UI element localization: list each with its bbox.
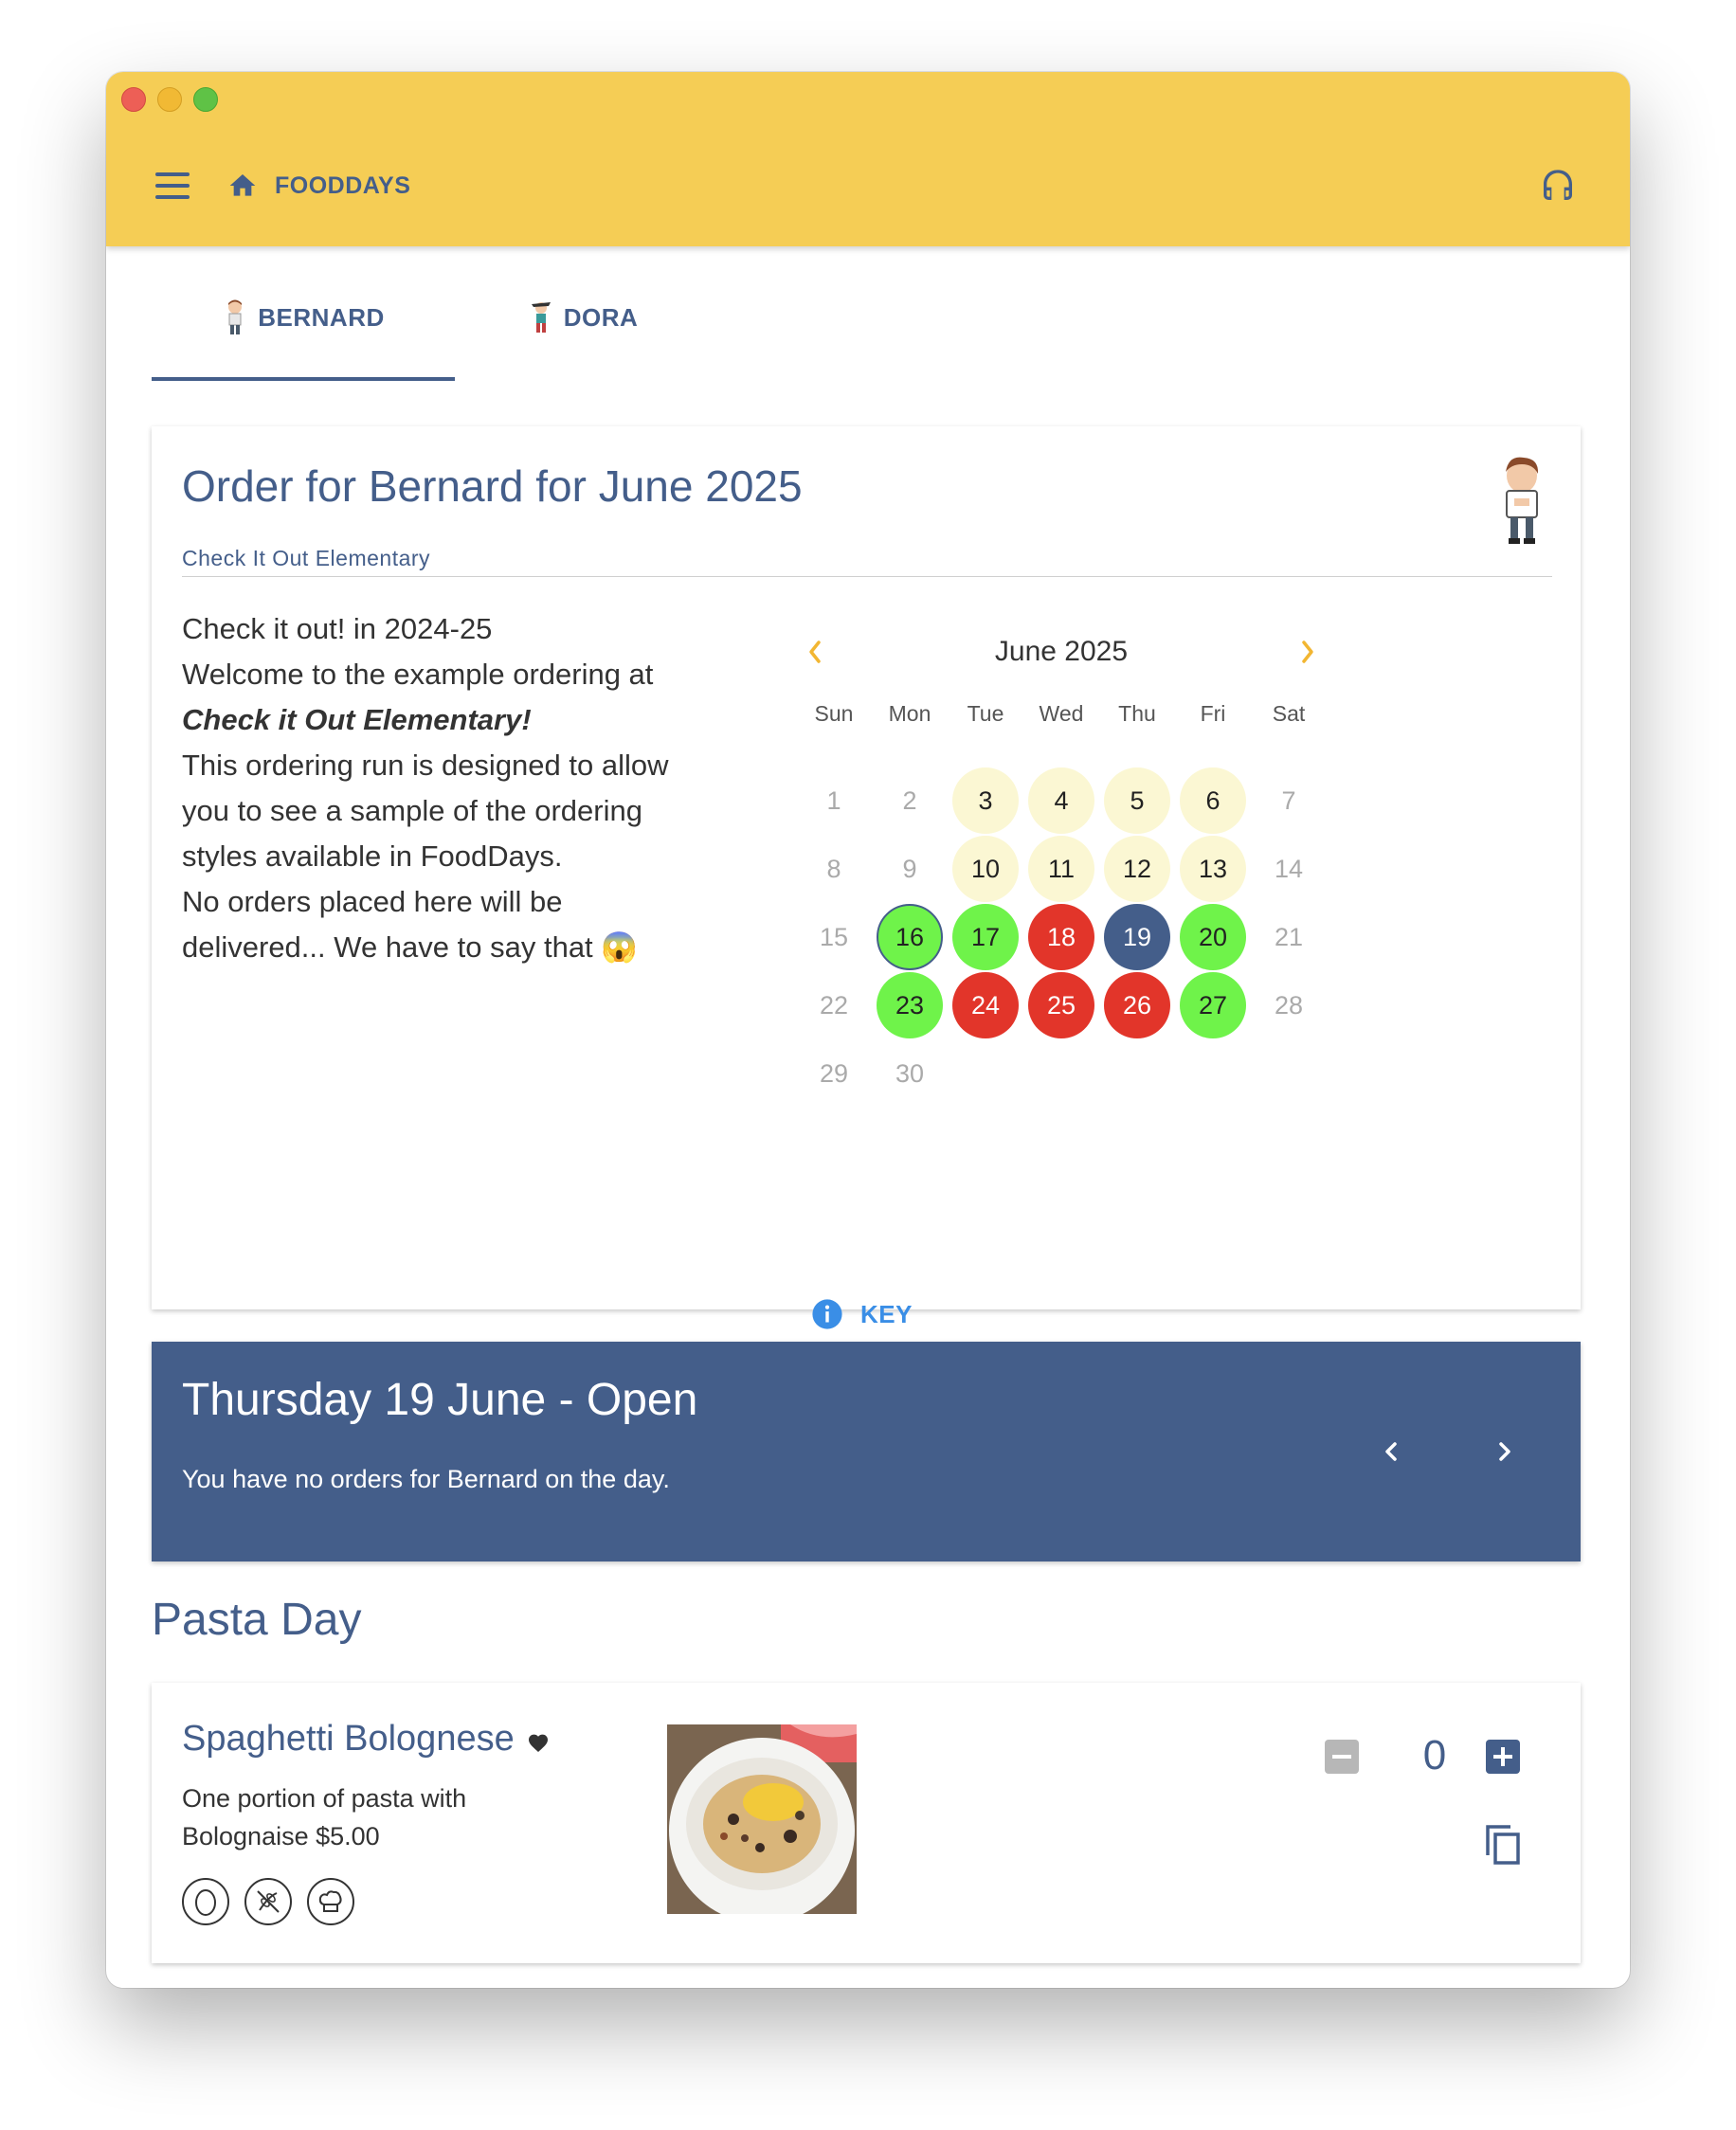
calendar-day[interactable]: 5 [1104, 767, 1170, 834]
weekday-label: Wed [1039, 701, 1084, 726]
calendar-header [796, 625, 1327, 678]
tab-bernard-label: BERNARD [258, 302, 385, 332]
calendar-day[interactable]: 12 [1104, 836, 1170, 902]
calendar-day: 14 [1274, 854, 1304, 883]
calendar-day[interactable]: 3 [952, 767, 1019, 834]
weekday-header-row [796, 701, 1327, 739]
calendar-key-button[interactable] [811, 1298, 913, 1330]
intro-line: Welcome to the example ordering at [182, 658, 654, 691]
intro-text [182, 606, 732, 970]
menu-item-card [152, 1683, 1581, 1963]
calendar-day[interactable]: 26 [1104, 972, 1170, 1038]
top-app-bar [106, 72, 1630, 246]
calendar-day[interactable]: 23 [877, 972, 943, 1038]
spaghetti-bolognese-photo [667, 1724, 857, 1914]
selected-day-title: Thursday 19 June - Open [182, 1375, 698, 1425]
intro-line: you to see a sample of the ordering [182, 794, 642, 827]
weekday-label: Fri [1200, 701, 1226, 726]
weekday-label: Sat [1272, 701, 1306, 726]
bernard-character-icon [222, 298, 248, 336]
dora-character-icon [528, 298, 554, 336]
calendar-day: 22 [819, 990, 849, 1020]
app-window [106, 72, 1630, 1988]
calendar-day: 2 [902, 785, 917, 815]
hamburger-menu-icon[interactable] [155, 172, 190, 199]
calendar-day: 29 [819, 1058, 849, 1088]
calendar-day: 21 [1274, 922, 1304, 951]
previous-day-icon[interactable] [1372, 1429, 1410, 1474]
egg-allergen-icon [182, 1878, 229, 1925]
intro-line: delivered... We have to say that 😱 [182, 930, 638, 964]
menu-section-title: Pasta Day [152, 1595, 362, 1645]
selected-day-panel [152, 1342, 1581, 1561]
calendar-day: 1 [826, 785, 841, 815]
calendar-day[interactable]: 19 [1104, 904, 1170, 970]
month-calendar [796, 625, 1327, 1088]
calendar-key-label: KEY [860, 1299, 913, 1328]
intro-line: This ordering run is designed to allow [182, 749, 669, 782]
headset-support-icon[interactable] [1539, 165, 1577, 207]
increase-quantity-button[interactable] [1486, 1740, 1520, 1774]
tab-bernard[interactable] [152, 275, 455, 360]
calendar-day: 9 [902, 854, 917, 883]
order-title: Order for Bernard for June 2025 [182, 461, 803, 511]
heart-icon[interactable] [527, 1732, 550, 1753]
calendar-day: 7 [1281, 785, 1296, 815]
window-zoom-button[interactable] [193, 87, 218, 112]
calendar-day[interactable]: 10 [952, 836, 1019, 902]
app-brand[interactable]: FOODDAYS [275, 172, 411, 199]
quantity-value: 0 [1422, 1732, 1447, 1778]
next-day-icon[interactable] [1486, 1429, 1524, 1474]
calendar-day[interactable]: 18 [1028, 904, 1094, 970]
tab-dora[interactable] [474, 275, 692, 360]
calendar-day[interactable]: 16 [877, 904, 943, 970]
decrease-quantity-button[interactable] [1325, 1740, 1359, 1774]
order-card [152, 426, 1581, 1328]
calendar-day[interactable]: 20 [1180, 904, 1246, 970]
calendar-day[interactable]: 25 [1028, 972, 1094, 1038]
tab-dora-label: DORA [563, 302, 639, 332]
chef-hat-icon [307, 1878, 354, 1925]
home-icon[interactable] [227, 171, 258, 201]
intro-line: No orders placed here will be [182, 885, 563, 918]
calendar-day[interactable]: 24 [952, 972, 1019, 1038]
weekday-label: Tue [967, 701, 1004, 726]
window-minimize-button[interactable] [157, 87, 182, 112]
calendar-day[interactable]: 17 [952, 904, 1019, 970]
calendar-month-label: June 2025 [994, 636, 1129, 667]
weekday-label: Thu [1118, 701, 1156, 726]
gluten-allergen-icon [244, 1878, 292, 1925]
calendar-day[interactable]: 4 [1028, 767, 1094, 834]
school-name[interactable]: Check It Out Elementary [182, 546, 431, 570]
calendar-next-month-icon[interactable] [1289, 625, 1327, 678]
child-tabs [152, 275, 701, 360]
calendar-day[interactable]: 6 [1180, 767, 1246, 834]
calendar-day: 30 [895, 1058, 925, 1088]
calendar-day[interactable]: 27 [1180, 972, 1246, 1038]
menu-item-name[interactable]: Spaghetti Bolognese [182, 1719, 515, 1759]
active-tab-indicator [152, 377, 455, 381]
calendar-day: 15 [819, 922, 849, 951]
intro-line: styles available in FoodDays. [182, 839, 563, 873]
calendar-day: 28 [1274, 990, 1304, 1020]
calendar-prev-month-icon[interactable] [796, 625, 834, 678]
intro-line: Check it out! in 2024-25 [182, 612, 493, 645]
calendar-day[interactable]: 13 [1180, 836, 1246, 902]
calendar-day[interactable]: 11 [1028, 836, 1094, 902]
intro-school-emphasis: Check it Out Elementary! [182, 703, 532, 736]
window-close-button[interactable] [121, 87, 146, 112]
weekday-label: Mon [888, 701, 931, 726]
info-icon [811, 1298, 843, 1330]
menu-item-description: One portion of pasta with Bolognaise $5.00 [182, 1784, 467, 1850]
bernard-avatar [1495, 455, 1548, 546]
header-divider [182, 576, 1552, 577]
weekday-label: Sun [814, 701, 854, 726]
selected-day-status: You have no orders for Bernard on the day. [182, 1465, 670, 1493]
copy-icon[interactable] [1482, 1823, 1524, 1868]
calendar-day: 8 [826, 854, 841, 883]
